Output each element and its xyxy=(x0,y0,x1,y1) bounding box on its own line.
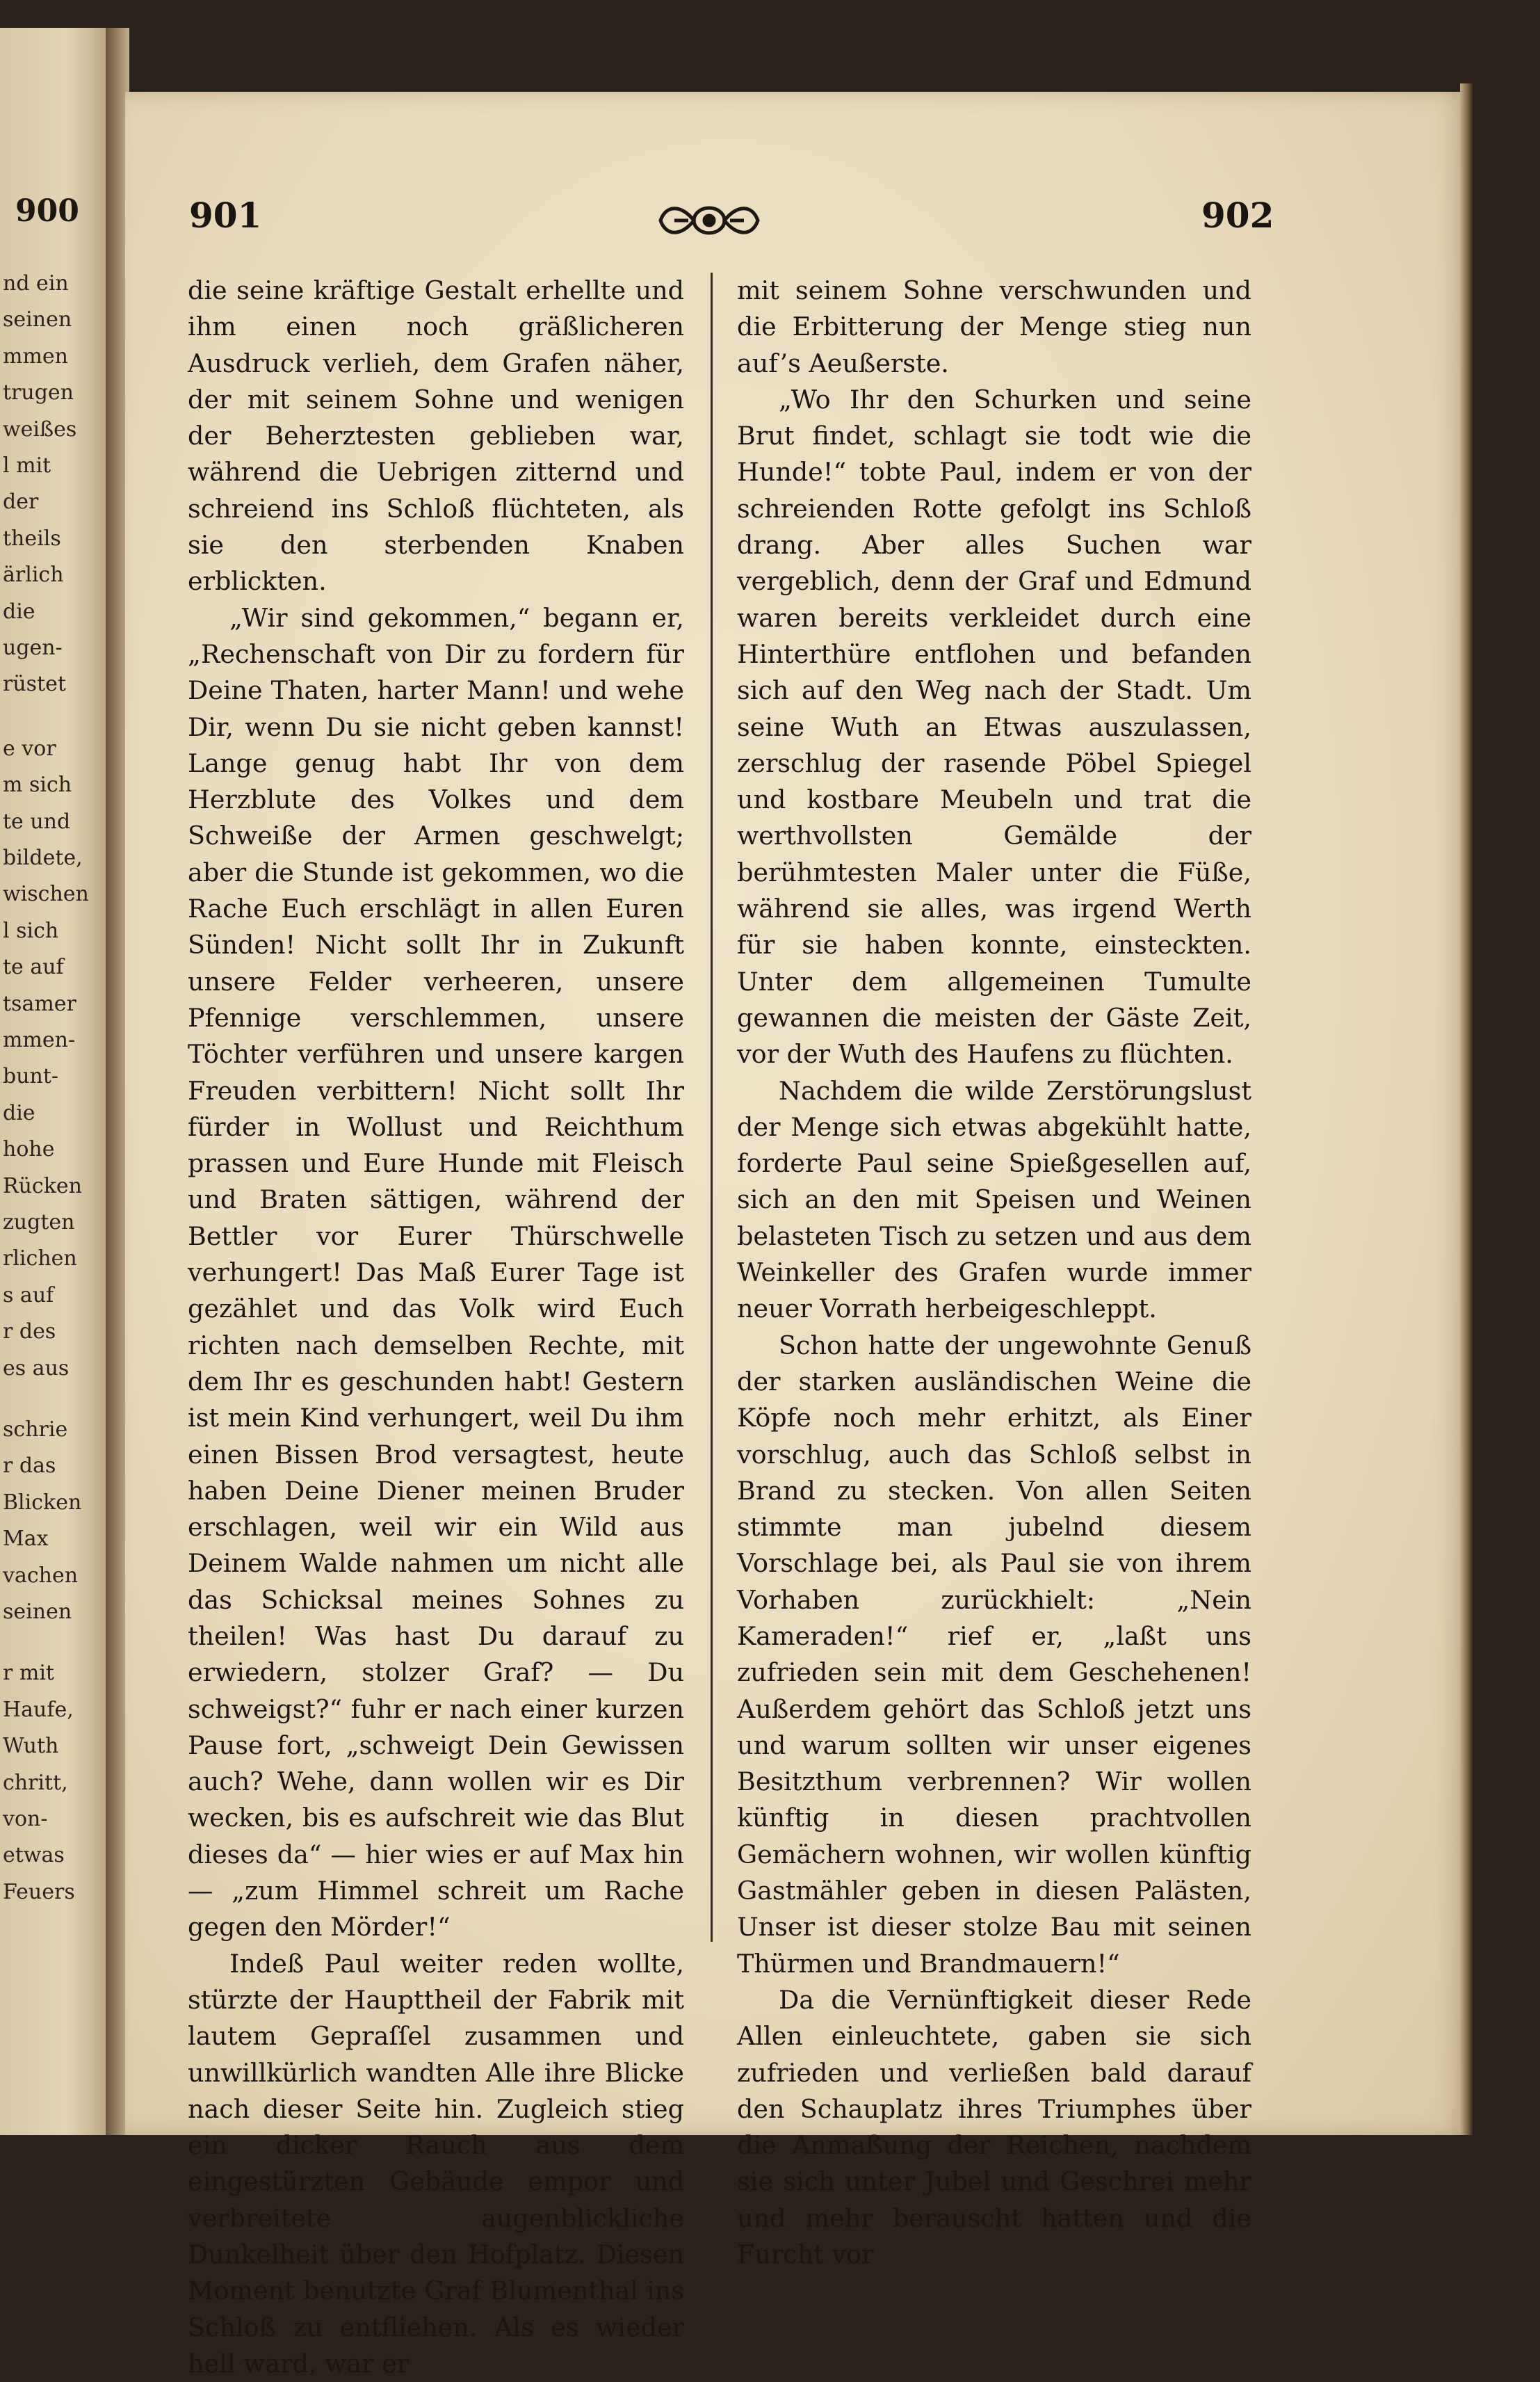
paragraph: Indeß Paul weiter reden wollte, stürzte der Haupttheil der Fabrik mit lautem Gepraſſel zusammen und unwillkürlich wandten Alle ihre Blicke nach dieser Seite hin. Zugleich stieg ein dicker Rauch aus dem eingestürzten Gebäude empor und verbreitete augenblickliche Dunkelheit über den Hofplatz. Diesen Moment benutzte Graf Blumenthal ins Schloß zu entfliehen. Als es wieder hell ward, war er xyxy=(188,1948,684,2379)
left-page-line-fragment: der xyxy=(3,490,39,515)
left-page-line-fragment: es aus xyxy=(3,1355,70,1381)
left-page-line-fragment: s auf xyxy=(3,1282,54,1307)
left-page-line-fragment: m sich xyxy=(3,773,72,798)
left-page-line-fragment: die xyxy=(3,599,35,624)
left-page-line-fragment: Haufe, xyxy=(3,1697,74,1722)
left-page-line-fragment: trugen xyxy=(3,380,74,405)
left-page-line-fragment: seinen xyxy=(3,1600,72,1624)
text-column-left xyxy=(188,273,684,2379)
left-page-line-fragment: ugen- xyxy=(3,636,63,660)
left-page-line-fragment: l mit xyxy=(3,453,51,478)
left-page-line-fragment: nd ein xyxy=(3,271,69,296)
left-page-line-fragment: Blicken xyxy=(3,1490,82,1515)
paragraph: „Wir sind gekommen,“ begann er, „Rechenschaft von Dir zu fordern für Deine Thaten, harter Mann! und wehe Dir, wenn Du sie nicht geben kannst! Lange genug habt Ihr von dem Herzblute des Volkes und dem Schweiße der Armen geschwelgt; aber die Stunde ist gekommen, wo die Rache Euch erschlägt in allen Euren Sünden! Nicht sollt Ihr in Zukunft unsere Felder verheeren, unsere Pfennige verschlemmen, unsere Töchter verführen und unsere kargen Freuden verbittern! Nicht sollt Ihr fürder in Wollust und Reichthum prassen und Eure Hunde mit Fleisch und Braten sättigen, während der Bettler vor Eurer Thürschwelle verhungert! Das Maß Eurer Tage ist gezählet und das Volk wird Euch richten nach demselben Rechte, mit dem Ihr es geschunden habt! Gestern ist mein Kind verhungert, weil Du ihm einen Bissen Brod versagtest, heute haben Deine Diener meinen Bruder erschlagen, weil wir ein Wild aus Deinem Walde nahmen um nicht alle das Schicksal meines Sohnes zu theilen! Was hast Du darauf zu erwiedern, stolzer Graf? — Du schweigst?“ fuhr er nach einer kurzen Pause fort, „schweigt Dein Gewissen auch? Wehe, dann wollen wir es Dir wecken, bis es aufschreit wie das Blut dieses da“ — hier wies er auf Max hin — „zum Himmel schreit um Rache gegen den Mörder!“ xyxy=(188,602,684,1942)
page-number-right: 902 xyxy=(1201,195,1274,236)
left-page-line-fragment: te und xyxy=(3,809,71,834)
paragraph: mit seinem Sohne verschwunden und die Erbitterung der Menge stieg nun auf’s Aeußerste. xyxy=(737,275,1251,378)
left-page-line-fragment: bunt- xyxy=(3,1064,59,1089)
left-page-line-fragment: rüstet xyxy=(3,672,66,697)
left-page-line-fragment: r des xyxy=(3,1319,56,1344)
left-page-line-fragment: Feuers xyxy=(3,1879,75,1904)
paragraph: „Wo Ihr den Schurken und seine Brut findet, schlagt sie todt wie die Hunde!“ tobte Paul, indem er von der schreienden Rotte gefolgt ins Schloß drang. Aber alles Suchen war vergeblich, denn der Graf und Edmund waren bereits verkleidet durch eine Hinterthüre entflohen und befanden sich auf den Weg nach der Stadt. Um seine Wuth an Etwas auszulassen, zerschlug der rasende Pöbel Spiegel und kostbare Meubeln und trat die werthvollsten Gemälde der berühmtesten Maler unter die Füße, während sie alles, was irgend Werth für sie haben konnte, einsteckten. Unter dem allgemeinen Tumulte gewannen die meisten der Gäste Zeit, vor der Wuth des Haufens zu flüchten. xyxy=(737,384,1251,1070)
left-page-line-fragment: die xyxy=(3,1100,35,1125)
left-page-line-fragment: chritt, xyxy=(3,1770,68,1795)
left-page-line-fragment: zugten xyxy=(3,1210,75,1234)
paragraph: die seine kräftige Gestalt erhellte und ihm einen noch gräßlicheren Ausdruck verlieh, dem Grafen näher, der mit seinem Sohne und wenigen der Beherztesten geblieben war, während die Uebrigen zitternd und schreiend ins Schloß flüchteten, als sie den sterbenden Knaben erblickten. xyxy=(188,275,684,597)
left-page-line-fragment: ärlich xyxy=(3,563,64,588)
page-number-left: 901 xyxy=(189,195,262,236)
left-page-line-fragment: vachen xyxy=(3,1563,79,1588)
left-page-line-fragment: bildete, xyxy=(3,846,83,870)
left-page-number: 900 xyxy=(15,193,79,229)
left-page-line-fragment: r das xyxy=(3,1454,56,1479)
paragraph: Nachdem die wilde Zerstörungslust der Menge sich etwas abgekühlt hatte, forderte Paul seine Spießgesellen auf, sich an den mit Speisen und Weinen belasteten Tisch zu setzen und aus dem Weinkeller des Grafen wurde immer neuer Vorrath herbeigeschleppt. xyxy=(737,1075,1251,1324)
left-page-line-fragment: mmen xyxy=(3,344,68,369)
left-page-line-fragment: mmen- xyxy=(3,1028,76,1052)
left-page-line-fragment: theils xyxy=(3,526,61,551)
left-page-line-fragment: von- xyxy=(3,1807,48,1831)
left-page-line-fragment: seinen xyxy=(3,307,72,332)
column-divider xyxy=(711,273,713,1942)
left-page-line-fragment: te auf xyxy=(3,955,64,980)
left-page-line-fragment: rlichen xyxy=(3,1246,77,1271)
left-page-line-fragment: etwas xyxy=(3,1843,65,1868)
left-page-line-fragment: r mit xyxy=(3,1661,54,1686)
left-page-line-fragment: hohe xyxy=(3,1137,55,1162)
text-column-right xyxy=(737,273,1251,2270)
left-page-line-fragment: weißes xyxy=(3,417,77,442)
paragraph: Da die Vernünftigkeit dieser Rede Allen einleuchtete, gaben sie sich zufrieden und verließen bald darauf den Schauplatz ihres Triumphes über die Anmaßung der Reichen, nachdem sie sich unter Jubel und Geschrei mehr und mehr berauscht hatten und die Furcht vor xyxy=(737,1984,1251,2270)
left-page-line-fragment: e vor xyxy=(3,736,56,761)
left-page-line-fragment: Wuth xyxy=(3,1734,59,1759)
page-edge xyxy=(1460,83,1473,2135)
left-page-line-fragment: l sich xyxy=(3,918,59,943)
left-page-edge xyxy=(0,28,111,2135)
left-page-line-fragment: schrie xyxy=(3,1417,68,1442)
ornament-icon xyxy=(654,196,765,245)
left-page-line-fragment: Rücken xyxy=(3,1173,82,1198)
left-page-line-fragment: wischen xyxy=(3,882,89,907)
paragraph: Schon hatte der ungewohnte Genuß der starken ausländischen Weine die Köpfe noch mehr erhitzt, als Einer vorschlug, auch das Schloß selbst in Brand zu stecken. Von allen Seiten stimmte man jubelnd diesem Vorschlage bei, als Paul sie von ihrem Vorhaben zurückhielt: „Nein Kameraden!“ rief er, „laßt uns zufrieden sein mit dem Geschehenen! Außerdem gehört das Schloß jetzt uns und warum sollten wir unser eigenes Besitzthum verbrennen? Wir wollen künftig in diesen prachtvollen Gemächern wohnen, wir wollen künftig Gastmähler geben in diesen Palästen, Unser ist dieser stolze Bau mit seinen Thürmen und Brandmauern!“ xyxy=(737,1330,1251,1979)
left-page-line-fragment: tsamer xyxy=(3,991,76,1016)
left-page-line-fragment: Max xyxy=(3,1527,49,1552)
